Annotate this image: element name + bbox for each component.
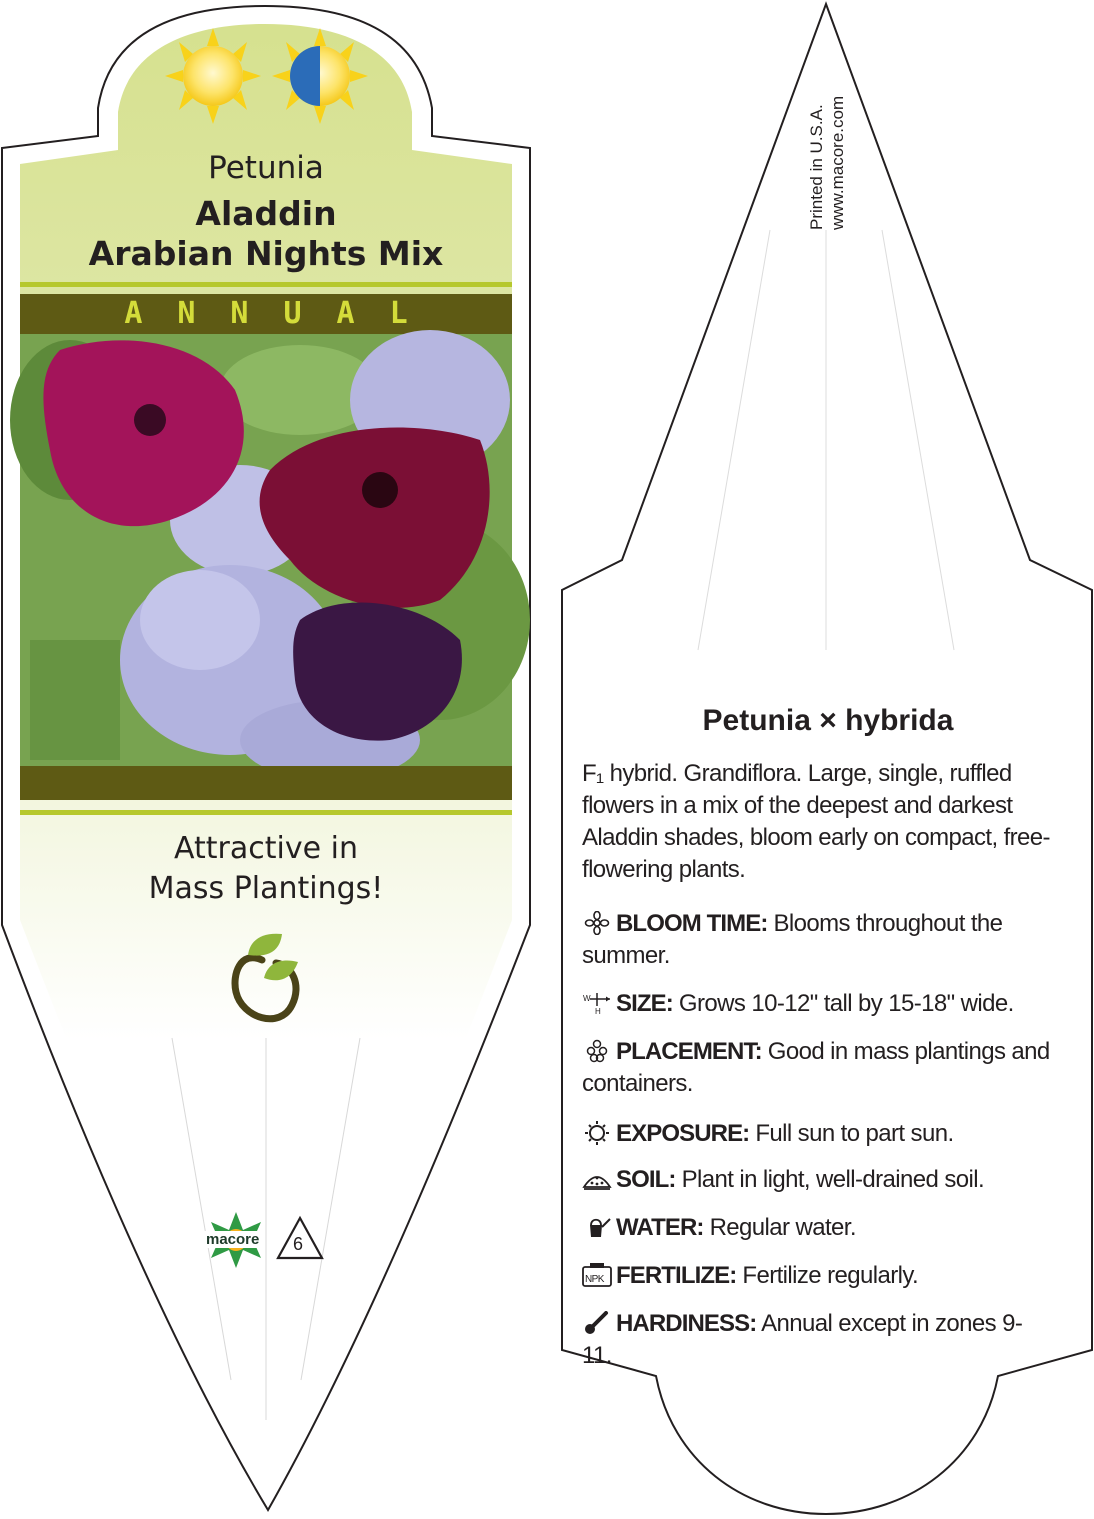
- soil-label: SOIL:: [616, 1166, 676, 1193]
- tagline-line-2: Mass Plantings!: [148, 871, 384, 906]
- attribute-exposure: [582, 1118, 1050, 1150]
- fertilize-value: Fertilize regularly.: [742, 1262, 919, 1289]
- attribute-soil: [582, 1164, 1050, 1196]
- variety-name: Arabian Nights Mix: [88, 234, 444, 273]
- soil-value: Plant in light, well-drained soil.: [681, 1166, 985, 1193]
- soil-icon: [582, 1167, 612, 1191]
- watering-can-icon: [582, 1215, 612, 1239]
- npk-icon: [582, 1263, 612, 1287]
- size-label: SIZE:: [616, 990, 673, 1017]
- scientific-name: Petunia × hybrida: [702, 704, 954, 737]
- size-icon-height-letter: H: [595, 1007, 601, 1015]
- size-value: Grows 10-12" tall by 15-18" wide.: [678, 990, 1014, 1017]
- thermometer-icon: [582, 1311, 612, 1335]
- placement-label: PLACEMENT:: [616, 1038, 762, 1065]
- series-name: Aladdin: [195, 194, 337, 233]
- bloom-time-value: Blooms throughout the summer.: [582, 910, 1003, 969]
- water-value: Regular water.: [709, 1214, 856, 1241]
- water-label: WATER:: [616, 1214, 704, 1241]
- attribute-bloom-time: [582, 908, 1050, 972]
- common-name: Petunia: [208, 150, 324, 186]
- attribute-water: [582, 1212, 1050, 1244]
- printed-in-usa: Printed in U.S.A.: [807, 104, 826, 230]
- fertilize-label: FERTILIZE:: [616, 1262, 737, 1289]
- bloom-icon: [582, 911, 612, 935]
- exposure-label: EXPOSURE:: [616, 1120, 750, 1147]
- hardiness-label: HARDINESS:: [616, 1310, 757, 1337]
- recycle-code: 6: [293, 1234, 304, 1254]
- brand-name: macore: [206, 1231, 260, 1248]
- attribute-hardiness: [582, 1308, 1050, 1372]
- exposure-value: Full sun to part sun.: [755, 1120, 954, 1147]
- hardiness-value: Annual except in zones 9-11.: [582, 1310, 1023, 1369]
- attribute-fertilize: [582, 1260, 1050, 1292]
- description: F₁ hybrid. Grandiflora. Large, single, ruffled flowers in a mix of the deepest and darkest Aladdin shades, bloom early on compact, free-flowering plants.: [582, 760, 1050, 883]
- category-label: ANNUAL: [124, 296, 443, 331]
- website-url: www.macore.com: [828, 95, 847, 230]
- tagline-line-1: Attractive in: [174, 831, 358, 866]
- printed-in-label: [806, 96, 848, 230]
- attribute-placement: [582, 1036, 1050, 1100]
- npk-text: NPK: [585, 1274, 604, 1285]
- attribute-size: [582, 988, 1050, 1020]
- sun-icon: [582, 1121, 612, 1145]
- placement-icon: [582, 1039, 612, 1063]
- size-icon-width-letter: W: [583, 994, 590, 1003]
- bloom-time-label: BLOOM TIME:: [616, 910, 768, 937]
- placement-value: Good in mass plantings and containers.: [582, 1038, 1050, 1097]
- size-icon: [582, 991, 612, 1015]
